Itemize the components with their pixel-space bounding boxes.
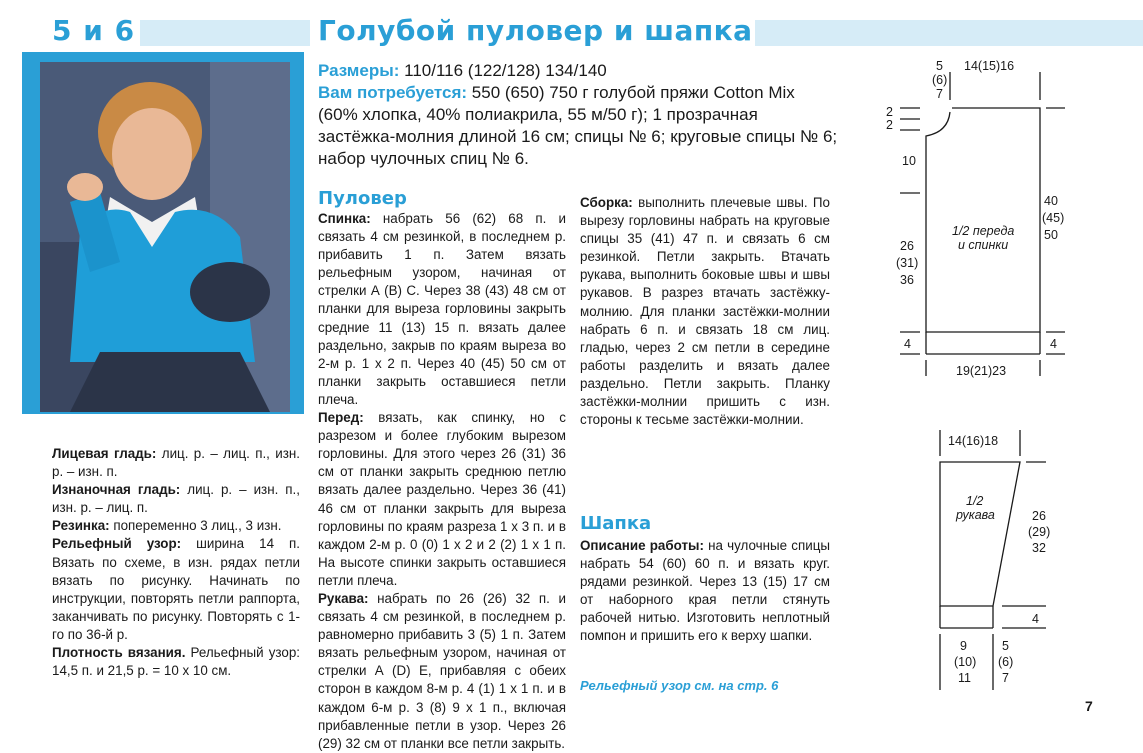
- sleeve-inc-b: (6): [998, 655, 1014, 669]
- rib-label: Резинка:: [52, 518, 110, 534]
- rib-height-right: 4: [1050, 337, 1057, 351]
- header-band-right: [755, 20, 1143, 46]
- materials-value: 550 (650) 750 г голубой пряжи Cotton Mix (60% хлопка, 40% полиакрила, 55 м/50 г); 1 прозрачная застёжка-молния длиной 16 см; спицы № 6; круговые спицы № 6; набор чулочных спиц № 6.: [318, 83, 838, 168]
- neck-width-b: (6): [932, 73, 948, 87]
- sleeve-inc-a: 5: [1002, 639, 1009, 653]
- neck-depth-b: 2: [886, 118, 893, 132]
- rib-text: попеременно 3 лиц., 3 изн.: [109, 518, 282, 534]
- pullover-column-1: [318, 210, 566, 751]
- hat-desc-label: Описание работы:: [580, 538, 704, 553]
- sleeve-height-a: 26: [1032, 509, 1046, 523]
- neck-width-c: 7: [936, 87, 943, 101]
- rib-height-left: 4: [904, 337, 911, 351]
- sleeve-outline: [940, 462, 1020, 606]
- sizes-label: Размеры:: [318, 61, 400, 80]
- sleeve-rib-height: 4: [1032, 612, 1039, 626]
- sleeve-height-b: (29): [1028, 525, 1051, 539]
- sleeve-label-b: рукава: [956, 508, 995, 522]
- project-number: 5 и 6: [52, 14, 136, 47]
- side-height-a: 26: [900, 239, 914, 253]
- hat-heading: Шапка: [580, 513, 652, 534]
- sizes-value: 110/116 (122/128) 134/140: [399, 61, 607, 80]
- shoulder-width: 14(15)16: [964, 59, 1015, 73]
- hat-column: [580, 537, 830, 646]
- intro-block: [318, 60, 838, 170]
- total-height-c: 50: [1044, 228, 1058, 242]
- relief-label: Рельефный узор:: [52, 536, 182, 552]
- glossary-column: [52, 445, 300, 680]
- sleeve-inc-c: 7: [1002, 671, 1009, 685]
- back-label: Спинка:: [318, 211, 371, 226]
- back-text: набрать 56 (62) 68 п. и связать 4 см резинкой, в последнем р. прибавить 1 п. Затем вязать рельефным узором, начиная от стрелки А (В) С. Через 38 (43) 48 см от планки для выреза горловины закрыть средние 11 (13) 15 п. вязать далее раздельно, закрыв по краям выреза во 2-м р. 1 х 2 п. Через 40 (45) 50 см от планки закрыть оставшиеся петли плеча.: [318, 211, 566, 407]
- pullover-heading: Пуловер: [318, 188, 407, 209]
- sleeve-base-c: 11: [958, 671, 971, 685]
- pattern-reference-note: Рельефный узор см. на стр. 6: [580, 678, 779, 693]
- materials-label: Вам потребуется:: [318, 83, 468, 102]
- sleeve-schematic: [920, 428, 1120, 696]
- project-title: Голубой пуловер и шапка: [318, 14, 753, 47]
- body-label-a: 1/2 переда: [952, 224, 1015, 238]
- total-height-b: (45): [1042, 211, 1065, 225]
- assembly-text: выполнить плечевые швы. По вырезу горловины набрать на круговые спицы 35 (41) 47 п. и связать 6 см резинкой. Петли закрыть. Втачать рукава, выполнить боковые швы и швы рукавов. В разрез втачать застёжку-молнию. Для планки застёжки-молнии набрать 6 п. и связать 18 см лиц. гладью, через 2 см петли в середине работы разделить и вязать далее раздельно. Петли закрыть. Планку застёжки-молнии пришить с изн. стороны к тесьме застёжки-молнии.: [580, 195, 830, 428]
- neck-depth-a: 2: [886, 105, 893, 119]
- slit-length: 10: [902, 154, 916, 168]
- sleeve-label: Рукава:: [318, 590, 369, 606]
- assembly-label: Сборка:: [580, 195, 633, 210]
- relief-text: ширина 14 п. Вязать по схеме, в изн. рядах петли вязать по рисунку. Начинать по инструкции, повторять петли раппорта, заканчивать по рисунку. Повторять с 1-го по 36-й р.: [52, 536, 300, 642]
- face-stitch-text: лиц. р. – лиц. п., изн. р. – изн. п.: [52, 446, 301, 480]
- sleeve-label-a: 1/2: [966, 494, 984, 508]
- total-height-a: 40: [1044, 194, 1058, 208]
- density-text: Рельефный узор: 14,5 п. и 21,5 р. = 10 х 10 см.: [52, 645, 300, 679]
- page-number: 7: [1085, 698, 1093, 714]
- purl-stitch-label: Изнаночная гладь:: [52, 482, 181, 498]
- body-width: 19(21)23: [956, 364, 1007, 378]
- pullover-column-2: [580, 194, 830, 429]
- density-label: Плотность вязания.: [52, 645, 186, 661]
- sleeve-base-a: 9: [960, 639, 967, 653]
- materials-line: [318, 82, 838, 170]
- neck-width-a: 5: [936, 59, 943, 73]
- body-outline: [926, 108, 1040, 332]
- body-schematic: [860, 50, 1143, 395]
- hat-desc-text: на чулочные спицы набрать 54 (60) 60 п. и вязать круг. рядами резинкой. Через 13 (15) 17 см от наборного края петли стянуть рабочей нитью. Изготовить неплотный помпон и пришить его к верху шапки.: [580, 538, 830, 644]
- header-band-left: [140, 20, 310, 46]
- sleeve-base-b: (10): [954, 655, 977, 669]
- face-stitch-label: Лицевая гладь:: [52, 446, 157, 461]
- front-text: вязать, как спинку, но с разрезом и более глубоким вырезом горловины. Для этого через 26 (31) 36 см от планки закрыть среднюю петлю вязать далее раздельно. Через 36 (41) 46 см от планки закрыть для выреза горловины по краям разреза 1 х 3 п. и в каждом 2-м р. 0 (0) 1 х 2 и 2 (2) 1 х 1 п. На высоте спинки закрыть оставшиеся петли плеча.: [318, 410, 566, 588]
- sizes-line: [318, 60, 838, 82]
- purl-stitch-text: лиц. р. – изн. п., изн. р. – лиц. п.: [52, 482, 300, 516]
- body-label-b: и спинки: [958, 238, 1009, 252]
- model-photo: [40, 62, 290, 412]
- sleeve-height-c: 32: [1032, 541, 1046, 555]
- sleeve-top-width: 14(16)18: [948, 434, 999, 448]
- side-height-b: (31): [896, 256, 919, 270]
- front-label: Перед:: [318, 410, 364, 426]
- sleeve-text: набрать по 26 (26) 32 п. и связать 4 см резинкой, в последнем р. равномерно прибавить 3 (5) 1 п. Затем вязать рельефным узором, начиная от стрелки А (D) Е, прибавляя с обеих сторон в каждом 8-м р. 4 (1) 1 х 1 п. и в каждом 6-м р. 3 (8) 9 х 1 п., включая прибавленные петли в узор. Через 26 (29) 32 см от планки все петли закрыть.: [318, 590, 566, 751]
- side-height-c: 36: [900, 273, 914, 287]
